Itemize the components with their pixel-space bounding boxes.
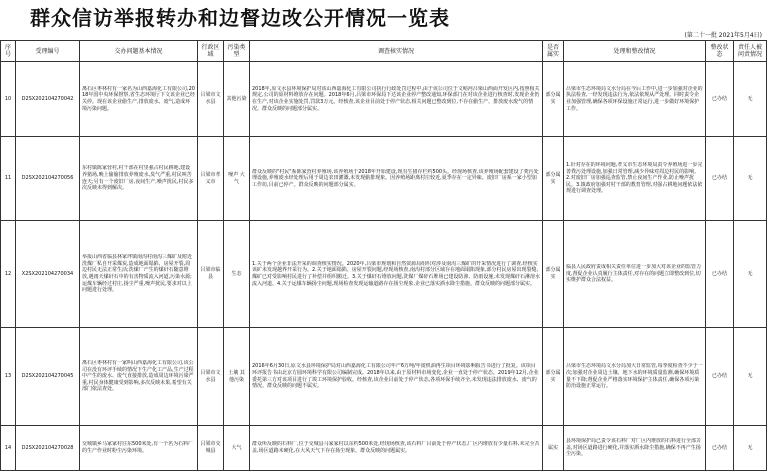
- row-issue: 交城镇乡马家家村往东500米处,有一个名为石料厂的生产作业时粉尘污染环境。: [82, 441, 194, 454]
- row-accountability: 无: [734, 137, 767, 221]
- row-issue: 离石区枣林村有一家名为山西嘉海化工有限公司,2018年国中央环保督察,省生态环境厅下文该企业已经关停。现在该企业偷生产,排放废水、废气,造成环境污染问题。: [82, 85, 195, 112]
- row-result: 临县人民政府责成相关责任单位进一步加大对该企业的监管力度,督促企业认真履行主体责任,对存在的问题立即整改到位,切实维护群众合法权益。: [566, 264, 702, 284]
- page-title: 群众信访举报转办和边督边改公开情况一览表: [30, 6, 450, 30]
- row-investigation: 2018年,原文水县环境保护局对该山西嘉海化工有限公司执行行政处罚过程中,由于该公司位于文峪河吕梁山西面开发区内,按照相关规定,公司的原材料堆放存在问题。2018年6月,吕梁市环保局下达该企业停产整改通知,环保部门在对该企业进行核查时,发现企业仍在生产,对该企业实施处罚,罚款3万元。经核查,该企业目前处于停产状态,相关问题已整改到位,不存在偷生产、排放废水废气的情况。群众反映的问题部分属实。: [252, 85, 540, 112]
- row-code: D2SX202104270056: [16, 137, 80, 221]
- row-pollution: 其他污染: [224, 62, 250, 137]
- page-subtitle: (第二十一批 2021年5月4日): [684, 32, 762, 39]
- row-verified: 部分属实: [543, 62, 564, 137]
- table-row: [1, 426, 767, 471]
- row-verified: 部分属实: [543, 137, 564, 221]
- header-accountability: 责任人被问责情况: [734, 41, 767, 62]
- row-result: 县环境保护局已责令该石料厂对厂区内堆放的石料进行全部苫盖,对场区道路进行硬化,并落实洒水降尘措施,确保不再产生扬尘污染。: [566, 438, 702, 458]
- table-row: [1, 221, 767, 328]
- row-no: 13: [1, 328, 16, 426]
- row-region: 吕梁市临县: [198, 221, 224, 328]
- header-status: 整改状态: [706, 41, 734, 62]
- complaint-table: [0, 40, 767, 471]
- row-investigation: 群众反映的"村民"系陈家营村养殖场,该养殖场于2018年开始建设,现有生猪存栏约500头。经现场核查,该养殖场配套建设了粪污处理设施,养殖废水经处理后用于周边农田灌溉,未发现偷排现象。因养殖场距离村庄较近,夏季存在一定异味。废旧厂房系一家小型加工作坊,目前已停产。群众反映的问题部分属实。: [252, 168, 539, 188]
- row-investigation: 群众所反映的石料厂,位于交城县马家家村以东约500米处,经现场核查,该石料厂目前处于停产状态,厂区内堆放有少量石料,未完全苫盖,场区道路未硬化,在大风天气下存在扬尘现象。群众反映的问题属实。: [252, 441, 540, 454]
- header-issue: 交办问题基本情况: [80, 41, 198, 62]
- table-row: [1, 137, 767, 221]
- row-accountability: 无: [734, 62, 767, 137]
- row-status: 已办结: [706, 328, 734, 426]
- row-no: 11: [1, 137, 16, 221]
- row-code: D2SX202104270042: [16, 62, 80, 137]
- row-status: 已办结: [706, 221, 734, 328]
- header-code: 受理编号: [16, 41, 80, 62]
- row-accountability: 无: [734, 426, 767, 471]
- header-result: 处理和整改情况: [564, 41, 706, 62]
- header-investigation: 调查核实情况: [250, 41, 543, 62]
- header-pollution: 污染类型: [224, 41, 250, 62]
- row-status: 已办结: [706, 426, 734, 471]
- row-issue: 东村镇陈家营村,村干部在村里强占村民耕地,建设养猪场,晚上偷偷排放养殖废水,臭气严重,村民叫苦连天;另有一个废旧厂房,夜间生产,噪声扰民,村民多次反映未得到解决。: [82, 165, 194, 192]
- table-header-row: [1, 41, 767, 62]
- row-verified: 部分属实: [543, 328, 564, 426]
- row-issue: 离石区枣林村有一家叫山西嘉海化工有限公司,该公司在没有环评手续的情况下生产化工产品,生产过程中产生的废水、废气直接排放,造成周边环境污染严重,村民身体健康受到影响,多次反映未果,希望有关部门依法查处。: [82, 360, 194, 393]
- row-code: D2SX202104270045: [16, 328, 80, 426]
- row-pollution: 生态: [224, 221, 250, 328]
- row-pollution: 大气: [224, 426, 250, 471]
- row-region: 吕梁市交城县: [198, 426, 224, 471]
- row-no: 12: [1, 221, 16, 328]
- header-region: 行政区域: [198, 41, 224, 62]
- row-pollution: 土壤 其他污染: [224, 328, 250, 426]
- row-verified: 属实: [543, 426, 564, 471]
- row-verified: 部分属实: [543, 221, 564, 328]
- row-no: 14: [1, 426, 16, 471]
- row-code: X2SX202104270034: [16, 221, 80, 328]
- row-investigation: 2016年6月30日,原文水县环境保护局对山西嘉海化工有限公司年产6万吨/年废机油再生项目环境影响报告书进行了批复。该项目环评报告书由北京方圆环境科学有限公司编制完成。2018年以来,由于原材料市场变化,企业一直处于停产状态。2019年12月,企业委托第三方对该项目进行了竣工环境保护验收。经核查,该企业目前处于停产状态,各项环保手续齐全,未发现违法排放废水、废气的情况。群众反映的问题不属实。: [252, 363, 539, 390]
- row-result: 1.针对存在的环境问题,孝义市生态环境局责令养殖场进一步完善粪污处理设施,加强日常管理,减少异味对周边村民的影响。2.对废旧厂房加强巡查监管,禁止夜间生产作业,防止噪声扰民。3.镇政府加强对村干部的教育管理,对强占耕地问题依法依规进行调查处理。: [566, 162, 703, 195]
- row-result: 吕梁市生态环境局文水分局在今后工作中,进一步加强对企业的执法检查,一经发现违法行为,依法依规从严处理。同时责令企业加强管理,确保各项环保设施正常运行,进一步做好环境保护工作。: [566, 85, 703, 112]
- row-pollution: 噪声 大气: [224, 137, 250, 221]
- row-accountability: 无: [734, 221, 767, 328]
- row-no: 10: [1, 62, 16, 137]
- header-verified: 是否属实: [543, 41, 564, 62]
- row-region: 吕梁市孝义市: [198, 137, 224, 221]
- row-code: D2SX202104270028: [16, 426, 80, 471]
- header-no: 序号: [1, 41, 16, 62]
- row-issue: 举报山西省临县林家坪镇南沟村南沟三煤矿及附近洗煤厂私自开采煤炭,造成地面塌陷、房屋开裂,周边村民无法正常生活;洗煤厂产生的煤矸石随意堆放,遇雨天煤矸石中的有害物质流入河道,污染水源;运煤车辆经过村庄,扬尘严重,噪声扰民,要求对以上问题进行处理。: [82, 254, 193, 294]
- row-accountability: 无: [734, 328, 767, 426]
- row-region: 吕梁市文水县: [198, 62, 224, 137]
- table-row: [1, 328, 767, 426]
- row-status: 已办结: [706, 62, 734, 137]
- row-result: 吕梁市生态环境局文水分局加大日常监管,每季度检查不少于一次;加强对企业周边土壤、地下水的环境质量监测,确保环境质量不下降;督促企业严格落实环境保护主体责任,确保各项污染防治设施正常运行。: [566, 363, 703, 390]
- table-row: [1, 62, 767, 137]
- row-investigation: 1.关于两个企业非法开采的调查核实情况。2020年,吕梁市规划和自然资源局组织对涉及南沟三煤矿的开采情况进行了调查,经核实该矿未发现越界开采行为。2.关于地面塌陷、房屋开裂问题,经现场核查,南沟村部分区域存在地面塌陷现象,部分村民房屋出现裂缝,煤矿已对受影响村民进行了补偿并组织搬迁。3.关于煤矸石堆放问题,洗煤厂煤矸石堆场已建设防渗、防雨设施,未发现煤矸石淋溶水流入河道。4.关于运煤车辆扬尘问题,现场检查发现运输道路存在扬尘现象,企业已落实洒水降尘措施。群众反映的问题部分属实。: [252, 260, 540, 287]
- row-region: 吕梁市文水县: [198, 328, 224, 426]
- row-status: 已办结: [706, 137, 734, 221]
